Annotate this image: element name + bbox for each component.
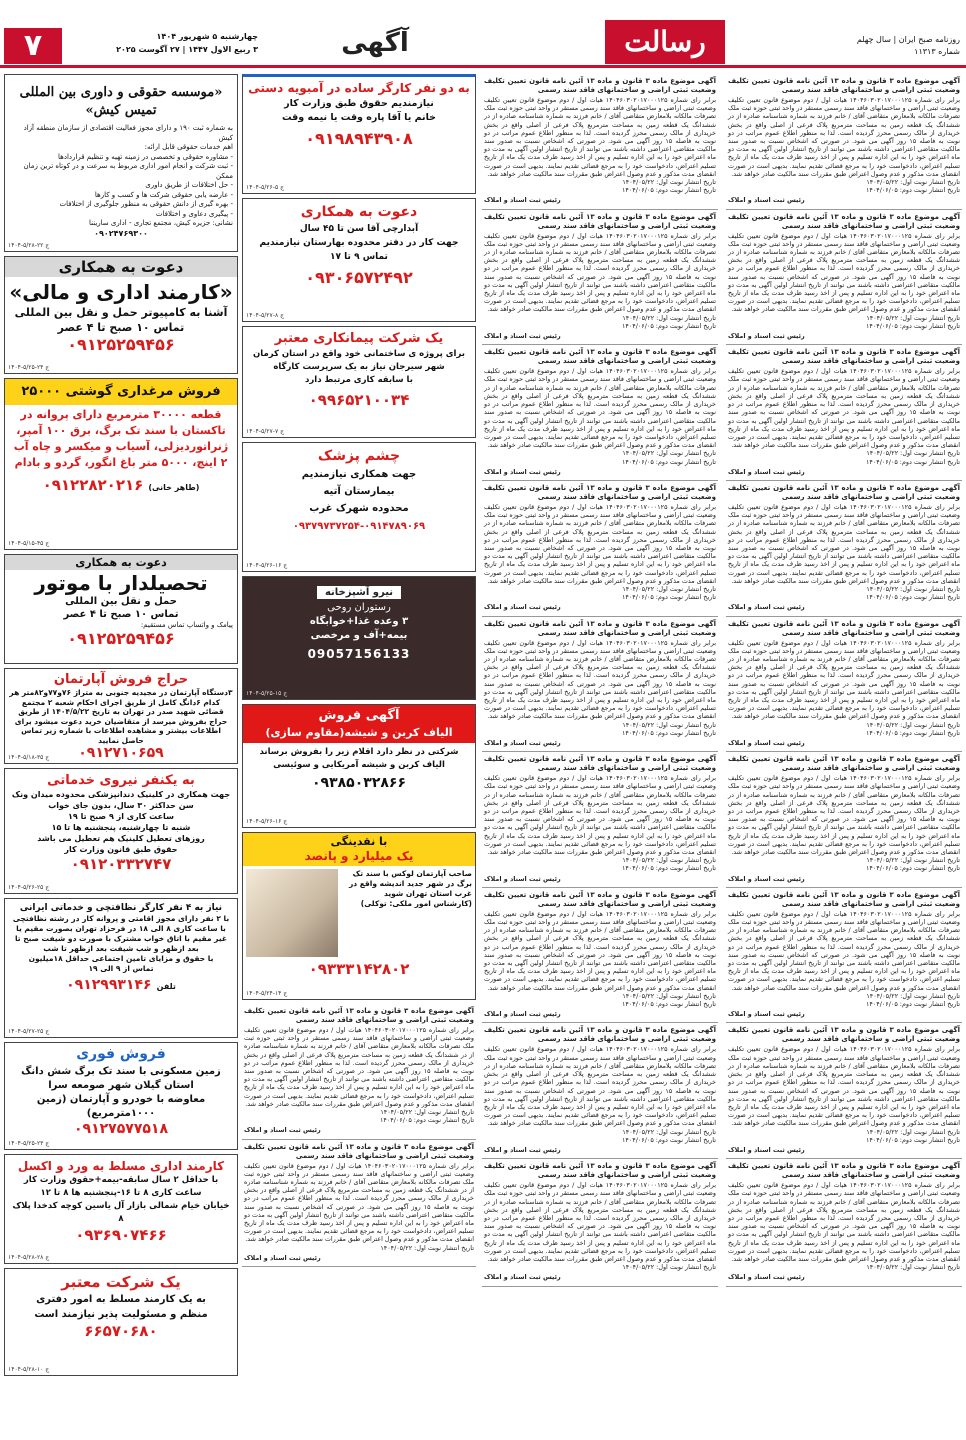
notice-body: برابر رای شماره ۱۴۰۴۶۰۳۰۲۰۱۷۰۰۰۱۲۵ هیات اول / دوم موضوع قانون تعیین تکلیف وضعیت ثبتی اراضی و ساختمانهای فاقد سند رسمی مستقر در واحد ثبتی حوزه ثبت ملک تصرفات مالکانه بلامعارض متقاضی آقای / خانم فرزند به شماره شناسنامه صادره از در ششدانگ یک قطعه زمین به مساحت مترمربع پلاک فرعی از اصلی واقع در بخش خریداری از مالک رسمی محرز گردیده است. لذا به منظور اطلاع عموم مراتب در دو نوبت به فاصله ۱۵ روز آگهی می شود. در صورتی که اشخاص نسبت به صدور سند مالکیت متقاضی اعتراضی داشته باشند می توانند از تاریخ انتشار اولین آگهی به مدت دو ماه اعتراض خود را به این اداره تسلیم و پس از اخذ رسید ظرف مدت یک ماه از تاریخ تسلیم اعتراض، دادخواست خود را به مرجع قضائی تقدیم نمایند. بدیهی است در صورت انقضای مدت مذکور و عدم وصول اعتراض طبق مقررات سند مالکیت صادر خواهد شد. (484, 367, 716, 450)
notice-date-1: تاریخ انتشار نوبت اول: ۱۴۰۴/۰۵/۲۲ (866, 856, 960, 865)
ad-body: قطعه ۳۰۰۰۰ مترمربع دارای پروانه در تاکستان با سند تک برگ، برق ۱۰۰ آمپر، ژنراتوردیزلی، آسیاب و میکسر و چاه آب ۲ اینچ، ۵۰۰۰ متر باغ انگور، گردو و بادام (13, 408, 229, 469)
ad-phone: ۰۹۱۲۷۱۰۶۵۹ (78, 745, 164, 761)
ad-title: یک شرکت پیمانکاری معتبر (274, 331, 444, 346)
ad-phone: ۰۹۱۲۹۹۳۱۴۶ (66, 977, 152, 993)
ad-title: با نقدینگی (330, 835, 388, 848)
ad-phone: ۰۹۳۳۳۱۴۲۸۰۲ (308, 960, 410, 978)
ads-column-mid (242, 74, 476, 1436)
notice-date-2: تاریخ انتشار نوبت دوم: ۱۴۰۴/۰۶/۰۵ (621, 864, 716, 873)
notice-body: برابر رای شماره ۱۴۰۴۶۰۳۰۲۰۱۷۰۰۰۱۲۵ هیات اول / دوم موضوع قانون تعیین تکلیف وضعیت ثبتی اراضی و ساختمانهای فاقد سند رسمی مستقر در واحد ثبتی حوزه ثبت ملک تصرفات مالکانه بلامعارض متقاضی آقای / خانم فرزند به شماره شناسنامه صادره از در ششدانگ یک قطعه زمین به مساحت مترمربع پلاک فرعی از اصلی واقع در بخش خریداری از مالک رسمی محرز گردیده است. لذا به منظور اطلاع عموم مراتب در دو نوبت به فاصله ۱۵ روز آگهی می شود. در صورتی که اشخاص نسبت به صدور سند مالکیت متقاضی اعتراضی داشته باشند می توانند از تاریخ انتشار اولین آگهی به مدت دو ماه اعتراض خود را به این اداره تسلیم و پس از اخذ رسید ظرف مدت یک ماه از تاریخ تسلیم اعتراض، دادخواست خود را به مرجع قضائی تقدیم نمایند. بدیهی است در صورت انقضای مدت مذکور و عدم وصول اعتراض طبق مقررات سند مالکیت صادر خواهد شد. (728, 909, 960, 992)
ad-body: زمین مسکونی با سند تک برگ شش دانگ استان گیلان شهر صومعه سرا معاوضه با خودرو و آپارتمان (زمین ۱۰۰۰مترمربع) (21, 1066, 221, 1119)
notice-date-1: تاریخ انتشار نوبت اول: ۱۴۰۴/۰۵/۲۲ (866, 178, 960, 187)
ad-body: به یک کارمند مسلط به امور دفتری منظم و مسئولیت پذیر نیازمند است (34, 1294, 208, 1320)
ad-contact-name: (طاهر خانی) (148, 483, 200, 492)
ad-tea-server (242, 198, 476, 322)
ad-phone: ۰۹۳۰۶۵۷۲۴۹۲ (305, 268, 413, 287)
notice-date-1: تاریخ انتشار نوبت اول: ۱۴۰۴/۰۵/۲۲ (380, 1243, 474, 1252)
notice-heading: آگهی موضوع ماده ۳ قانون و ماده ۱۳ آئین نامه قانون تعیین تکلیف وضعیت ثبتی اراضی و ساختمانهای فاقد سند رسمی (484, 212, 716, 230)
notice-body: برابر رای شماره ۱۴۰۴۶۰۳۰۲۰۱۷۰۰۰۱۲۵ هیات اول / دوم موضوع قانون تعیین تکلیف وضعیت ثبتی اراضی و ساختمانهای فاقد سند رسمی مستقر در واحد ثبتی حوزه ثبت ملک تصرفات مالکانه بلامعارض متقاضی آقای / خانم فرزند به شماره شناسنامه صادره از در ششدانگ یک قطعه زمین به مساحت مترمربع پلاک فرعی از اصلی واقع در بخش خریداری از مالک رسمی محرز گردیده است. لذا به منظور اطلاع عموم مراتب در دو نوبت به فاصله ۱۵ روز آگهی می شود. در صورتی که اشخاص نسبت به صدور سند مالکیت متقاضی اعتراضی داشته باشند می توانند از تاریخ انتشار اولین آگهی به مدت دو ماه اعتراض خود را به این اداره تسلیم و پس از اخذ رسید ظرف مدت یک ماه از تاریخ تسلیم اعتراض، دادخواست خود را به مرجع قضائی تقدیم نمایند. بدیهی است در صورت انقضای مدت مذکور و عدم وصول اعتراض طبق مقررات سند مالکیت صادر خواهد شد. (484, 1181, 716, 1263)
ad-code: ج ۸-۵/۲۷-۱۴۰۴ (246, 312, 284, 319)
notices-column-b (726, 74, 962, 1436)
ad-phone: ۰۹۹۶۵۲۱۰۰۳۴ (308, 391, 410, 409)
notice-signature: رئیس ثبت اسناد و املاک (484, 332, 561, 341)
notice-heading: آگهی موضوع ماده ۳ قانون و ماده ۱۳ آئین نامه قانون تعیین تکلیف وضعیت ثبتی اراضی و ساختمانهای فاقد سند رسمی (728, 1162, 960, 1180)
notice-date-2: تاریخ انتشار نوبت دوم: ۱۴۰۴/۰۶/۰۵ (865, 728, 960, 737)
legal-notice (482, 210, 718, 346)
ad-phone: ۰۹۳۷۹۷۳۷۲۵۴-۰۹۱۴۷۸۹۰۶۹ (292, 521, 426, 532)
ad-kitchen-staff (242, 576, 476, 700)
ad-title: حراج فروش آپارتمان (53, 672, 189, 687)
legal-notice (726, 617, 962, 753)
notice-signature: رئیس ثبت اسناد و املاک (484, 1145, 561, 1154)
masthead-info (730, 34, 960, 58)
ad-body: ۳دستگاه آپارتمان در مجیدیه جنوبی به متراژ ۷۶و۷۷و۸۲متر هر کدام ۶دانگ کامل از طریق اجرای احکام شعبه ۲ مجتمع قضائی شهید صدر در تهران به تاریخ ۱۴۰۴/۵/۲۲ از طریق حراج بفروش میرسد از متقاضیان خرید دعوت میشود برای اطلاعات بیشتر و مشاهده اطلاعات با شماره زیر تماس حاصل نمایید (9, 688, 233, 745)
notice-body: برابر رای شماره ۱۴۰۴۶۰۳۰۲۰۱۷۰۰۰۱۲۵ هیات اول / دوم موضوع قانون تعیین تکلیف وضعیت ثبتی اراضی و ساختمانهای فاقد سند رسمی مستقر در واحد ثبتی حوزه ثبت ملک تصرفات مالکانه بلامعارض متقاضی آقای / خانم فرزند به شماره شناسنامه صادره از در ششدانگ یک قطعه زمین به مساحت مترمربع پلاک فرعی از اصلی واقع در بخش خریداری از مالک رسمی محرز گردیده است. لذا به منظور اطلاع عموم مراتب در دو نوبت به فاصله ۱۵ روز آگهی می شود. در صورتی که اشخاص نسبت به صدور سند مالکیت متقاضی اعتراضی داشته باشند می توانند از تاریخ انتشار اولین آگهی به مدت دو ماه اعتراض خود را به این اداره تسلیم و پس از اخذ رسید ظرف مدت یک ماه از تاریخ تسلیم اعتراض، دادخواست خود را به مرجع قضائی تقدیم نمایند. بدیهی است در صورت انقضای مدت مذکور و عدم وصول اعتراض طبق مقررات سند مالکیت صادر خواهد شد. (728, 367, 960, 450)
legal-notice (482, 752, 718, 888)
ad-title: دعوت به همکاری (5, 257, 237, 277)
notice-date-1: تاریخ انتشار نوبت اول: ۱۴۰۴/۰۵/۲۲ (380, 1108, 474, 1117)
ad-headline: «کارمند اداری و مالی» (9, 280, 233, 304)
notice-body: برابر رای شماره ۱۴۰۴۶۰۳۰۲۰۱۷۰۰۰۱۲۵ هیات اول / دوم موضوع قانون تعیین تکلیف وضعیت ثبتی اراضی و ساختمانهای فاقد سند رسمی مستقر در واحد ثبتی حوزه ثبت ملک تصرفات مالکانه بلامعارض متقاضی آقای / خانم فرزند به شماره شناسنامه صادره از در ششدانگ یک قطعه زمین به مساحت مترمربع پلاک فرعی از اصلی واقع در بخش خریداری از مالک رسمی محرز گردیده است. لذا به منظور اطلاع عموم مراتب در دو نوبت به فاصله ۱۵ روز آگهی می شود. در صورتی که اشخاص نسبت به صدور سند مالکیت متقاضی اعتراضی داشته باشند می توانند از تاریخ انتشار اولین آگهی به مدت دو ماه اعتراض خود را به این اداره تسلیم و پس از اخذ رسید ظرف مدت یک ماه از تاریخ تسلیم اعتراض، دادخواست خود را به مرجع قضائی تقدیم نمایند. بدیهی است در صورت انقضای مدت مذکور و عدم وصول اعتراض طبق مقررات سند مالکیت صادر خواهد شد. (728, 1181, 960, 1263)
notice-signature: رئیس ثبت اسناد و املاک (728, 1273, 805, 1282)
notice-heading: آگهی موضوع ماده ۳ قانون و ماده ۱۳ آئین نامه قانون تعیین تکلیف وضعیت ثبتی اراضی و ساختمانهای فاقد سند رسمی (728, 890, 960, 908)
notice-signature: رئیس ثبت اسناد و املاک (728, 603, 805, 612)
ad-body: صاحب آپارتمان لوکس با سند تک برگ در شهر جدید اندیشه واقع در غرب استان تهران شوید (کارشناس امور ملکی: توکلی) (348, 869, 472, 908)
ad-code: ج ۱۶-۵/۲۶-۱۴۰۴ (246, 818, 288, 825)
ad-code: ج ۲۵-۵/۲۶-۱۴۰۴ (8, 884, 50, 891)
notice-heading: آگهی موضوع ماده ۳ قانون و ماده ۱۳ آئین نامه قانون تعیین تکلیف وضعیت ثبتی اراضی و ساختمانهای فاقد سند رسمی (484, 77, 716, 94)
legal-notice (726, 345, 962, 481)
notice-body: برابر رای شماره ۱۴۰۴۶۰۳۰۲۰۱۷۰۰۰۱۲۵ هیات اول / دوم موضوع قانون تعیین تکلیف وضعیت ثبتی اراضی و ساختمانهای فاقد سند رسمی مستقر در واحد ثبتی حوزه ثبت ملک تصرفات مالکانه بلامعارض متقاضی آقای / خانم فرزند به شماره شناسنامه صادره از در ششدانگ یک قطعه زمین به مساحت مترمربع پلاک فرعی از اصلی واقع در بخش خریداری از مالک رسمی محرز گردیده است. لذا به منظور اطلاع عموم مراتب در دو نوبت به فاصله ۱۵ روز آگهی می شود. در صورتی که اشخاص نسبت به صدور سند مالکیت متقاضی اعتراضی داشته باشند می توانند از تاریخ انتشار اولین آگهی به مدت دو ماه اعتراض خود را به این اداره تسلیم و پس از اخذ رسید ظرف مدت یک ماه از تاریخ تسلیم اعتراض، دادخواست خود را به مرجع قضائی تقدیم نمایند. بدیهی است در صورت انقضای مدت مذکور و عدم وصول اعتراض طبق مقررات سند مالکیت صادر خواهد شد. (728, 231, 960, 314)
notice-date-2: تاریخ انتشار نوبت دوم: ۱۴۰۴/۰۶/۰۵ (865, 1135, 960, 1144)
notice-body: برابر رای شماره ۱۴۰۴۶۰۳۰۲۰۱۷۰۰۰۱۲۵ هیات اول / دوم موضوع قانون تعیین تکلیف وضعیت ثبتی اراضی و ساختمانهای فاقد سند رسمی مستقر در واحد ثبتی حوزه ثبت ملک تصرفات مالکانه بلامعارض متقاضی آقای / خانم فرزند به شماره شناسنامه صادره از در ششدانگ یک قطعه زمین به مساحت مترمربع پلاک فرعی از اصلی واقع در بخش خریداری از مالک رسمی محرز گردیده است. لذا به منظور اطلاع عموم مراتب در دو نوبت به فاصله ۱۵ روز آگهی می شود. در صورتی که اشخاص نسبت به صدور سند مالکیت متقاضی اعتراضی داشته باشند می توانند از تاریخ انتشار اولین آگهی به مدت دو ماه اعتراض خود را به این اداره تسلیم و پس از اخذ رسید ظرف مدت یک ماه از تاریخ تسلیم اعتراض، دادخواست خود را به مرجع قضائی تقدیم نمایند. بدیهی است در صورت انقضای مدت مذکور و عدم وصول اعتراض طبق مقررات سند مالکیت صادر خواهد شد. (484, 231, 716, 314)
ad-headline: تحصیلدار با موتور (34, 571, 208, 595)
ad-phone-label: تلفن (156, 982, 176, 991)
notice-heading: آگهی موضوع ماده ۳ قانون و ماده ۱۳ آئین نامه قانون تعیین تکلیف وضعیت ثبتی اراضی و ساختمانهای فاقد سند رسمی (728, 348, 960, 366)
notice-date-2: تاریخ انتشار نوبت دوم: ۱۴۰۴/۰۶/۰۵ (621, 186, 716, 195)
ad-title: نیرو آشپزخانه (317, 586, 401, 599)
notice-body: برابر رای شماره ۱۴۰۴۶۰۳۰۲۰۱۷۰۰۰۱۲۵ هیات اول / دوم موضوع قانون تعیین تکلیف وضعیت ثبتی اراضی و ساختمانهای فاقد سند رسمی مستقر در واحد ثبتی حوزه ثبت ملک تصرفات مالکانه بلامعارض متقاضی آقای / خانم فرزند به شماره شناسنامه صادره از در ششدانگ یک قطعه زمین به مساحت مترمربع پلاک فرعی از اصلی واقع در بخش خریداری از مالک رسمی محرز گردیده است. لذا به منظور اطلاع عموم مراتب در دو نوبت به فاصله ۱۵ روز آگهی می شود. در صورتی که اشخاص نسبت به صدور سند مالکیت متقاضی اعتراضی داشته باشند می توانند از تاریخ انتشار اولین آگهی به مدت دو ماه اعتراض خود را به این اداره تسلیم و پس از اخذ رسید ظرف مدت یک ماه از تاریخ تسلیم اعتراض، دادخواست خود را به مرجع قضائی تقدیم نمایند. بدیهی است در صورت انقضای مدت مذکور و عدم وصول اعتراض طبق مقررات سند مالکیت صادر خواهد شد. (728, 96, 960, 178)
notice-heading: آگهی موضوع ماده ۳ قانون و ماده ۱۳ آئین نامه قانون تعیین تکلیف وضعیت ثبتی اراضی و ساختمانهای فاقد سند رسمی (484, 619, 716, 637)
ad-ophthalmologist (242, 442, 476, 572)
legal-notice (482, 1159, 718, 1286)
ad-title: چشم پزشک (317, 448, 401, 464)
notice-date-1: تاریخ انتشار نوبت اول: ۱۴۰۴/۰۵/۲۲ (866, 991, 960, 1000)
ad-title: به دو نفر کارگر ساده در آمبویه دستی (248, 81, 470, 95)
notice-signature: رئیس ثبت اسناد و املاک (484, 467, 561, 476)
ad-body: جهت همکاری در کلینیک دندانپزشکی محدوده میدان ونک سن حداکثر ۳۰ سال، بدون جای خواب ساعت کاری از ۹ صبح تا ۱۹ شنبه تا چهارشنبه، پنجشنبه ها تا ۱۵ روزهای تعطیل کلینیک هم تعطیل می باشد حقوق طبق قانون وزارت کار (11, 790, 231, 854)
legal-notice (242, 1140, 476, 1267)
notice-signature: رئیس ثبت اسناد و املاک (484, 874, 561, 883)
ad-title: به یکنفر نیروی خدماتی (47, 773, 195, 788)
ad-phone: ۶۶۵۷۰۶۸۰ (84, 1322, 158, 1340)
notice-body: برابر رای شماره ۱۴۰۴۶۰۳۰۲۰۱۷۰۰۰۱۲۵ هیات اول / دوم موضوع قانون تعیین تکلیف وضعیت ثبتی اراضی و ساختمانهای فاقد سند رسمی مستقر در واحد ثبتی حوزه ثبت ملک تصرفات مالکانه بلامعارض متقاضی آقای / خانم فرزند به شماره شناسنامه صادره از در ششدانگ یک قطعه زمین به مساحت مترمربع پلاک فرعی از اصلی واقع در بخش خریداری از مالک رسمی محرز گردیده است. لذا به منظور اطلاع عموم مراتب در دو نوبت به فاصله ۱۵ روز آگهی می شود. در صورتی که اشخاص نسبت به صدور سند مالکیت متقاضی اعتراضی داشته باشند می توانند از تاریخ انتشار اولین آگهی به مدت دو ماه اعتراض خود را به این اداره تسلیم و پس از اخذ رسید ظرف مدت یک ماه از تاریخ تسلیم اعتراض، دادخواست خود را به مرجع قضائی تقدیم نمایند. بدیهی است در صورت انقضای مدت مذکور و عدم وصول اعتراض طبق مقررات سند مالکیت صادر خواهد شد. (728, 1045, 960, 1128)
notice-date-2: تاریخ انتشار نوبت دوم: ۱۴۰۴/۰۶/۰۵ (621, 457, 716, 466)
ad-phone: ۰۹۱۲۵۲۵۹۴۵۶ (67, 335, 175, 354)
notice-date-2: تاریخ انتشار نوبت دوم: ۱۴۰۴/۰۶/۰۵ (865, 457, 960, 466)
notice-date-1: تاریخ انتشار نوبت اول: ۱۴۰۴/۰۵/۲۲ (866, 1127, 960, 1136)
ad-body: آشنا به کامپیوتر حمل و نقل بین المللی تماس ۱۰ صبح تا ۴ عصر (14, 306, 228, 334)
ad-title: دعوت به همکاری (300, 204, 418, 220)
legal-notice (482, 1023, 718, 1159)
ad-body: برای پروژه ی ساختمانی خود واقع در استان کرمان شهر سیرجان نیاز به یک سرپرست کارگاه با سابقه کاری مرتبط دارد (253, 349, 465, 385)
notice-signature: رئیس ثبت اسناد و املاک (728, 1145, 805, 1154)
ad-body: جهت همکاری نیازمندیم بیمارستان آتیه محدوده شهرک غرب (301, 469, 417, 514)
notice-date-1: تاریخ انتشار نوبت اول: ۱۴۰۴/۰۵/۲۲ (622, 1127, 716, 1136)
notice-heading: آگهی موضوع ماده ۳ قانون و ماده ۱۳ آئین نامه قانون تعیین تکلیف وضعیت ثبتی اراضی و ساختمانهای فاقد سند رسمی (484, 1026, 716, 1044)
ad-code: ج ۳۵-۵/۱۸-۱۴۰۴ (8, 754, 50, 761)
notice-date-2: تاریخ انتشار نوبت دوم: ۱۴۰۴/۰۶/۰۵ (865, 186, 960, 195)
ad-headline: الیاف کربن و شیشه(مقاوم سازی) (243, 725, 475, 743)
notice-heading: آگهی موضوع ماده ۳ قانون و ماده ۱۳ آئین نامه قانون تعیین تکلیف وضعیت ثبتی اراضی و ساختمانهای فاقد سند رسمی (484, 890, 716, 908)
ad-phone: ۰۹۳۸۵۰۳۲۸۶۶ (312, 775, 406, 791)
notice-date-1: تاریخ انتشار نوبت اول: ۱۴۰۴/۰۵/۲۲ (866, 584, 960, 593)
notice-body: برابر رای شماره ۱۴۰۴۶۰۳۰۲۰۱۷۰۰۰۱۲۵ هیات اول / دوم موضوع قانون تعیین تکلیف وضعیت ثبتی اراضی و ساختمانهای فاقد سند رسمی مستقر در واحد ثبتی حوزه ثبت ملک تصرفات مالکانه بلامعارض متقاضی آقای / خانم فرزند به شماره شناسنامه صادره از در ششدانگ یک قطعه زمین به مساحت مترمربع پلاک فرعی از اصلی واقع در بخش خریداری از مالک رسمی محرز گردیده است. لذا به منظور اطلاع عموم مراتب در دو نوبت به فاصله ۱۵ روز آگهی می شود. در صورتی که اشخاص نسبت به صدور سند مالکیت متقاضی اعتراضی داشته باشند می توانند از تاریخ انتشار اولین آگهی به مدت دو ماه اعتراض خود را به این اداره تسلیم و پس از اخذ رسید ظرف مدت یک ماه از تاریخ تسلیم اعتراض، دادخواست خود را به مرجع قضائی تقدیم نمایند. بدیهی است در صورت انقضای مدت مذکور و عدم وصول اعتراض طبق مقررات سند مالکیت صادر خواهد شد. (244, 1026, 475, 1108)
ad-courier (4, 554, 238, 664)
notice-date-2: تاریخ انتشار نوبت دوم: ۱۴۰۴/۰۶/۰۵ (621, 1000, 716, 1009)
legal-notice (726, 752, 962, 888)
ad-poultry-farm (4, 378, 238, 550)
ad-office-clerk (4, 1154, 238, 1264)
notice-heading: آگهی موضوع ماده ۳ قانون و ماده ۱۳ آئین نامه قانون تعیین تکلیف وضعیت ثبتی اراضی و ساختمانهای فاقد سند رسمی (728, 483, 960, 501)
notice-date-1: تاریخ انتشار نوبت اول: ۱۴۰۴/۰۵/۲۲ (866, 1263, 960, 1272)
notice-signature: رئیس ثبت اسناد و املاک (728, 332, 805, 341)
ad-body: آبدارچی آقا سن تا ۴۵ سال جهت کار در دفتر محدوده بهارستان نیازمندیم تماس ۹ تا ۱۷ (259, 224, 459, 262)
ad-title: دعوت به همکاری (5, 555, 237, 570)
notice-heading: آگهی موضوع ماده ۳ قانون و ماده ۱۳ آئین نامه قانون تعیین تکلیف وضعیت ثبتی اراضی و ساختمانهای فاقد سند رسمی (728, 619, 960, 637)
ad-headline: یک میلیارد و پانصد (304, 849, 414, 863)
notice-heading: آگهی موضوع ماده ۳ قانون و ماده ۱۳ آئین نامه قانون تعیین تکلیف وضعیت ثبتی اراضی و ساختمانهای فاقد سند رسمی (728, 77, 960, 94)
legal-notice (726, 1159, 962, 1286)
notice-body: برابر رای شماره ۱۴۰۴۶۰۳۰۲۰۱۷۰۰۰۱۲۵ هیات اول / دوم موضوع قانون تعیین تکلیف وضعیت ثبتی اراضی و ساختمانهای فاقد سند رسمی مستقر در واحد ثبتی حوزه ثبت ملک تصرفات مالکانه بلامعارض متقاضی آقای / خانم فرزند به شماره شناسنامه صادره از در ششدانگ یک قطعه زمین به مساحت مترمربع پلاک فرعی از اصلی واقع در بخش خریداری از مالک رسمی محرز گردیده است. لذا به منظور اطلاع عموم مراتب در دو نوبت به فاصله ۱۵ روز آگهی می شود. در صورتی که اشخاص نسبت به صدور سند مالکیت متقاضی اعتراضی داشته باشند می توانند از تاریخ انتشار اولین آگهی به مدت دو ماه اعتراض خود را به این اداره تسلیم و پس از اخذ رسید ظرف مدت یک ماه از تاریخ تسلیم اعتراض، دادخواست خود را به مرجع قضائی تقدیم نمایند. بدیهی است در صورت انقضای مدت مذکور و عدم وصول اعتراض طبق مقررات سند مالکیت صادر خواهد شد. (484, 96, 716, 178)
notice-body: برابر رای شماره ۱۴۰۴۶۰۳۰۲۰۱۷۰۰۰۱۲۵ هیات اول / دوم موضوع قانون تعیین تکلیف وضعیت ثبتی اراضی و ساختمانهای فاقد سند رسمی مستقر در واحد ثبتی حوزه ثبت ملک تصرفات مالکانه بلامعارض متقاضی آقای / خانم فرزند به شماره شناسنامه صادره از در ششدانگ یک قطعه زمین به مساحت مترمربع پلاک فرعی از اصلی واقع در بخش خریداری از مالک رسمی محرز گردیده است. لذا به منظور اطلاع عموم مراتب در دو نوبت به فاصله ۱۵ روز آگهی می شود. در صورتی که اشخاص نسبت به صدور سند مالکیت متقاضی اعتراضی داشته باشند می توانند از تاریخ انتشار اولین آگهی به مدت دو ماه اعتراض خود را به این اداره تسلیم و پس از اخذ رسید ظرف مدت یک ماه از تاریخ تسلیم اعتراض، دادخواست خود را به مرجع قضائی تقدیم نمایند. بدیهی است در صورت انقضای مدت مذکور و عدم وصول اعتراض طبق مقررات سند مالکیت صادر خواهد شد. (484, 638, 716, 721)
ad-law-firm (4, 74, 238, 252)
notice-signature: رئیس ثبت اسناد و املاک (484, 1010, 561, 1019)
notice-date-1: تاریخ انتشار نوبت اول: ۱۴۰۴/۰۵/۲۲ (622, 178, 716, 187)
legal-notice (726, 210, 962, 346)
ad-code: ج ۲۸-۵/۲۸-۱۴۰۴ (8, 1254, 50, 1261)
notice-body: برابر رای شماره ۱۴۰۴۶۰۳۰۲۰۱۷۰۰۰۱۲۵ هیات اول / دوم موضوع قانون تعیین تکلیف وضعیت ثبتی اراضی و ساختمانهای فاقد سند رسمی مستقر در واحد ثبتی حوزه ثبت ملک تصرفات مالکانه بلامعارض متقاضی آقای / خانم فرزند به شماره شناسنامه صادره از در ششدانگ یک قطعه زمین به مساحت مترمربع پلاک فرعی از اصلی واقع در بخش خریداری از مالک رسمی محرز گردیده است. لذا به منظور اطلاع عموم مراتب در دو نوبت به فاصله ۱۵ روز آگهی می شود. در صورتی که اشخاص نسبت به صدور سند مالکیت متقاضی اعتراضی داشته باشند می توانند از تاریخ انتشار اولین آگهی به مدت دو ماه اعتراض خود را به این اداره تسلیم و پس از اخذ رسید ظرف مدت یک ماه از تاریخ تسلیم اعتراض، دادخواست خود را به مرجع قضائی تقدیم نمایند. بدیهی است در صورت انقضای مدت مذکور و عدم وصول اعتراض طبق مقررات سند مالکیت صادر خواهد شد. (484, 909, 716, 992)
newspaper-logo: رسالت (605, 20, 725, 64)
ad-note: پیامک و واتساپ تماس مستقیم: (140, 621, 233, 629)
notice-date-1: تاریخ انتشار نوبت اول: ۱۴۰۴/۰۵/۲۲ (622, 856, 716, 865)
notice-body: برابر رای شماره ۱۴۰۴۶۰۳۰۲۰۱۷۰۰۰۱۲۵ هیات اول / دوم موضوع قانون تعیین تکلیف وضعیت ثبتی اراضی و ساختمانهای فاقد سند رسمی مستقر در واحد ثبتی حوزه ثبت ملک تصرفات مالکانه بلامعارض متقاضی آقای / خانم فرزند به شماره شناسنامه صادره از در ششدانگ یک قطعه زمین به مساحت مترمربع پلاک فرعی از اصلی واقع در بخش خریداری از مالک رسمی محرز گردیده است. لذا به منظور اطلاع عموم مراتب در دو نوبت به فاصله ۱۵ روز آگهی می شود. در صورتی که اشخاص نسبت به صدور سند مالکیت متقاضی اعتراضی داشته باشند می توانند از تاریخ انتشار اولین آگهی به مدت دو ماه اعتراض خود را به این اداره تسلیم و پس از اخذ رسید ظرف مدت یک ماه از تاریخ تسلیم اعتراض، دادخواست خود را به مرجع قضائی تقدیم نمایند. بدیهی است در صورت انقضای مدت مذکور و عدم وصول اعتراض طبق مقررات سند مالکیت صادر خواهد شد. (728, 638, 960, 721)
notice-body: برابر رای شماره ۱۴۰۴۶۰۳۰۲۰۱۷۰۰۰۱۲۵ هیات اول / دوم موضوع قانون تعیین تکلیف وضعیت ثبتی اراضی و ساختمانهای فاقد سند رسمی مستقر در واحد ثبتی حوزه ثبت ملک تصرفات مالکانه بلامعارض متقاضی آقای / خانم فرزند به شماره شناسنامه صادره از در ششدانگ یک قطعه زمین به مساحت مترمربع پلاک فرعی از اصلی واقع در بخش خریداری از مالک رسمی محرز گردیده است. لذا به منظور اطلاع عموم مراتب در دو نوبت به فاصله ۱۵ روز آگهی می شود. در صورتی که اشخاص نسبت به صدور سند مالکیت متقاضی اعتراضی داشته باشند می توانند از تاریخ انتشار اولین آگهی به مدت دو ماه اعتراض خود را به این اداره تسلیم و پس از اخذ رسید ظرف مدت یک ماه از تاریخ تسلیم اعتراض، دادخواست خود را به مرجع قضائی تقدیم نمایند. بدیهی است در صورت انقضای مدت مذکور و عدم وصول اعتراض طبق مقررات سند مالکیت صادر خواهد شد. (484, 1045, 716, 1128)
ad-code: ج ۲۵-۵/۲۷-۱۴۰۴ (8, 1028, 50, 1035)
ad-code: ج ۲۲-۵/۲۸-۱۴۰۴ (8, 242, 50, 249)
ad-phone: ۰۹۱۲۰۳۳۲۷۴۷ (70, 855, 172, 873)
issue-date (68, 30, 258, 56)
ad-code: ج ۱۰-۵/۲۸-۱۴۰۴ (8, 1366, 50, 1373)
ad-body: حمل و نقل بین المللی تماس ۱۰ صبح تا ۴ عصر (63, 596, 179, 620)
notice-signature: رئیس ثبت اسناد و املاک (728, 196, 805, 205)
ad-apartment-andisheh (242, 832, 476, 1000)
legal-notice (482, 74, 718, 210)
legal-notice (726, 74, 962, 210)
ad-code: ج ۲۴-۵/۲۵-۱۴۰۴ (8, 364, 50, 371)
legal-notice (726, 1023, 962, 1159)
notice-date-1: تاریخ انتشار نوبت اول: ۱۴۰۴/۰۵/۲۲ (622, 991, 716, 1000)
ad-phone: ۰۹۱۲۲۸۲۰۲۱۶ (42, 476, 144, 494)
notice-date-1: تاریخ انتشار نوبت اول: ۱۴۰۴/۰۵/۲۲ (622, 584, 716, 593)
notice-body: برابر رای شماره ۱۴۰۴۶۰۳۰۲۰۱۷۰۰۰۱۲۵ هیات اول / دوم موضوع قانون تعیین تکلیف وضعیت ثبتی اراضی و ساختمانهای فاقد سند رسمی مستقر در واحد ثبتی حوزه ثبت ملک تصرفات مالکانه بلامعارض متقاضی آقای / خانم فرزند به شماره شناسنامه صادره از در ششدانگ یک قطعه زمین به مساحت مترمربع پلاک فرعی از اصلی واقع در بخش خریداری از مالک رسمی محرز گردیده است. لذا به منظور اطلاع عموم مراتب در دو نوبت به فاصله ۱۵ روز آگهی می شود. در صورتی که اشخاص نسبت به صدور سند مالکیت متقاضی اعتراضی داشته باشند می توانند از تاریخ انتشار اولین آگهی به مدت دو ماه اعتراض خود را به این اداره تسلیم و پس از اخذ رسید ظرف مدت یک ماه از تاریخ تسلیم اعتراض، دادخواست خود را به مرجع قضائی تقدیم نمایند. بدیهی است در صورت انقضای مدت مذکور و عدم وصول اعتراض طبق مقررات سند مالکیت صادر خواهد شد. (484, 502, 716, 585)
ad-phone: ۰۹۱۹۸۹۴۳۹۰۸ (305, 129, 413, 148)
ad-body: ۳ وعده غذا+خوابگاه بیمه+آف و مرخصی (309, 616, 409, 641)
notice-signature: رئیس ثبت اسناد و املاک (244, 1126, 321, 1135)
notice-heading: آگهی موضوع ماده ۳ قانون و ماده ۱۳ آئین نامه قانون تعیین تکلیف وضعیت ثبتی اراضی و ساختمانهای فاقد سند رسمی (728, 212, 960, 230)
notice-heading: آگهی موضوع ماده ۳ قانون و ماده ۱۳ آئین نامه قانون تعیین تکلیف وضعیت ثبتی اراضی و ساختمانهای فاقد سند رسمی (728, 1026, 960, 1044)
ad-code: ج ۲۳-۵/۲۵-۱۴۰۴ (8, 1140, 50, 1147)
notice-signature: رئیس ثبت اسناد و املاک (728, 739, 805, 747)
apartment-photo (246, 869, 338, 957)
ad-code: ج ۱۵-۵/۲۵-۱۴۰۴ (246, 690, 288, 697)
ad-code: ج ۷-۵/۲۷-۱۴۰۴ (246, 428, 284, 435)
ad-carbon-fiber (242, 704, 476, 828)
notice-date-1: تاریخ انتشار نوبت اول: ۱۴۰۴/۰۵/۲۲ (622, 1263, 716, 1272)
notices-mid (242, 1004, 476, 1267)
notice-date-2: تاریخ انتشار نوبت دوم: ۱۴۰۴/۰۶/۰۵ (865, 1000, 960, 1009)
notice-date-1: تاریخ انتشار نوبت اول: ۱۴۰۴/۰۵/۲۲ (866, 313, 960, 322)
ad-contractor (242, 326, 476, 438)
ad-title: کارمند اداری مسلط به ورد و اکسل (17, 1159, 225, 1173)
legal-notice (726, 481, 962, 617)
ad-cleaners (4, 898, 238, 1038)
masthead (0, 0, 966, 68)
notice-date-1: تاریخ انتشار نوبت اول: ۱۴۰۴/۰۵/۲۲ (866, 720, 960, 729)
notice-heading: آگهی موضوع ماده ۳ قانون و ماده ۱۳ آئین نامه قانون تعیین تکلیف وضعیت ثبتی اراضی و ساختمانهای فاقد سند رسمی (244, 1142, 474, 1160)
legal-notice (726, 888, 962, 1024)
date-line-2: ۳ ربیع الاول ۱۴۴۷ | ۲۷ آگوست ۲۰۲۵ (116, 45, 258, 54)
ad-body: با ۲ نفر دارای مجوز اقامتی و پروانه کار در رشته نظافتچی با ساعت کاری ۸ الی ۱۸ در فرحزاد تهران بصورت مقیم یا غیر مقیم با اتاق خواب مشترک با صورت دو شیفت صبح تا بعد ازظهر و شب شیفت بعد ازظهر تا شب با حقوق و مزایای تامین اجتماعی حداقل ۱۸میلیون تماس از ۹ الی ۱۹ (12, 914, 230, 973)
ad-phone: ۰۹۰۲۴۷۶۹۳۰۰ (94, 228, 148, 238)
legal-notice (482, 481, 718, 617)
ad-clinic-staff (4, 768, 238, 894)
notice-signature: رئیس ثبت اسناد و املاک (244, 1253, 321, 1262)
notice-date-2: تاریخ انتشار نوبت دوم: ۱۴۰۴/۰۶/۰۵ (621, 728, 716, 737)
ad-body: به شماره ثبت ۱۹۰ و دارای مجوز فعالیت اقتصادی از سازمان منطقه آزاد کیش اهم خدمات حقوقی قابل ارائه: - مشاوره حقوقی و تخصصی در زمینه تهیه و تنظیم قراردادها - ثبت شرکت و انجام امور اداری مربوط به سرعت و در کوتاه ترین زمان ممکن - حل اختلافات از طریق داوری - عارضه یابی حقوقی شرکت ها و کسب و کارها - بهره گیری از دانش حقوقی به منظور جلوگیری از اختلافات - پیگیری دعاوی و اختلافات نشانی: جزیره کیش، مجتمع تجاری - اداری ساریننا (23, 124, 233, 227)
ad-code: ج ۵-۵/۲۶-۱۴۰۴ (246, 184, 284, 191)
notice-date-2: تاریخ انتشار نوبت دوم: ۱۴۰۴/۰۶/۰۵ (865, 593, 960, 602)
notice-heading: آگهی موضوع ماده ۳ قانون و ماده ۱۳ آئین نامه قانون تعیین تکلیف وضعیت ثبتی اراضی و ساختمانهای فاقد سند رسمی (484, 755, 716, 773)
ads-column-left (4, 74, 238, 1436)
ad-title: «موسسه حقوقی و داوری بین المللی تمیس کیش» (19, 85, 223, 118)
notice-heading: آگهی موضوع ماده ۳ قانون و ماده ۱۳ آئین نامه قانون تعیین تکلیف وضعیت ثبتی اراضی و ساختمانهای فاقد سند رسمی (484, 348, 716, 366)
notices-column-a (482, 74, 718, 1436)
ad-code: ج ۴۵-۵/۱۵-۱۴۰۴ (8, 540, 50, 547)
legal-notice (242, 1004, 476, 1140)
ad-land-sale (4, 1042, 238, 1150)
legal-notice (482, 888, 718, 1024)
notice-heading: آگهی موضوع ماده ۳ قانون و ماده ۱۳ آئین نامه قانون تعیین تکلیف وضعیت ثبتی اراضی و ساختمانهای فاقد سند رسمی (244, 1007, 474, 1024)
notice-date-1: تاریخ انتشار نوبت اول: ۱۴۰۴/۰۵/۲۲ (866, 449, 960, 458)
notice-date-2: تاریخ انتشار نوبت دوم: ۱۴۰۴/۰۶/۰۵ (621, 1135, 716, 1144)
notice-date-2: تاریخ انتشار نوبت دوم: ۱۴۰۴/۰۶/۰۵ (865, 321, 960, 330)
notice-signature: رئیس ثبت اسناد و املاک (484, 1273, 561, 1282)
ad-title: فروش فوری (76, 1046, 166, 1062)
notice-date-2: تاریخ انتشار نوبت دوم: ۱۴۰۴/۰۶/۰۵ (865, 864, 960, 873)
notice-signature: رئیس ثبت اسناد و املاک (484, 196, 561, 205)
ad-title: آگهی فروش (243, 705, 475, 725)
notice-signature: رئیس ثبت اسناد و املاک (484, 739, 561, 747)
ad-code: ج ۱۴-۵/۲۴-۱۴۰۴ (246, 990, 288, 997)
notice-heading: آگهی موضوع ماده ۳ قانون و ماده ۱۳ آئین نامه قانون تعیین تکلیف وضعیت ثبتی اراضی و ساختمانهای فاقد سند رسمی (484, 1162, 716, 1180)
ad-title: فروش مرغداری گوشتی ۲۵۰۰۰ (5, 379, 237, 405)
masthead-info-2: شماره ۱۱۳۱۳ (914, 47, 960, 56)
notice-date-1: تاریخ انتشار نوبت اول: ۱۴۰۴/۰۵/۲۲ (622, 720, 716, 729)
ad-subtitle: رستوران روحی (327, 602, 391, 613)
section-title: آگهی (341, 28, 409, 58)
page-number: ۷ (4, 28, 62, 64)
ad-phone: ۰۹۱۲۵۲۵۹۴۵۶ (67, 629, 175, 648)
ad-apartment-auction (4, 668, 238, 764)
notice-signature: رئیس ثبت اسناد و املاک (728, 467, 805, 476)
notice-heading: آگهی موضوع ماده ۳ قانون و ماده ۱۳ آئین نامه قانون تعیین تکلیف وضعیت ثبتی اراضی و ساختمانهای فاقد سند رسمی (728, 755, 960, 773)
ad-title: یک شرکت معتبر (61, 1273, 181, 1291)
ad-admin-staff (4, 256, 238, 374)
notice-signature: رئیس ثبت اسناد و املاک (484, 603, 561, 612)
ad-body: نیازمندیم حقوق طبق وزارت کار خانم یا آقا پاره وقت یا نیمه وقت (281, 98, 437, 123)
notice-body: برابر رای شماره ۱۴۰۴۶۰۳۰۲۰۱۷۰۰۰۱۲۵ هیات اول / دوم موضوع قانون تعیین تکلیف وضعیت ثبتی اراضی و ساختمانهای فاقد سند رسمی مستقر در واحد ثبتی حوزه ثبت ملک تصرفات مالکانه بلامعارض متقاضی آقای / خانم فرزند به شماره شناسنامه صادره از در ششدانگ یک قطعه زمین به مساحت مترمربع پلاک فرعی از اصلی واقع در بخش خریداری از مالک رسمی محرز گردیده است. لذا به منظور اطلاع عموم مراتب در دو نوبت به فاصله ۱۵ روز آگهی می شود. در صورتی که اشخاص نسبت به صدور سند مالکیت متقاضی اعتراضی داشته باشند می توانند از تاریخ انتشار اولین آگهی به مدت دو ماه اعتراض خود را به این اداره تسلیم و پس از اخذ رسید ظرف مدت یک ماه از تاریخ تسلیم اعتراض، دادخواست خود را به مرجع قضائی تقدیم نمایند. بدیهی است در صورت انقضای مدت مذکور و عدم وصول اعتراض طبق مقررات سند مالکیت صادر خواهد شد. (244, 1161, 475, 1244)
legal-notice (482, 617, 718, 753)
legal-notice (482, 345, 718, 481)
ad-phone: ۰۹۱۲۷۵۷۷۵۱۸ (74, 1121, 168, 1137)
ad-workers (242, 74, 476, 194)
ad-phone: ۰۹۳۶۹۰۷۴۶۶ (75, 1226, 167, 1244)
notice-date-1: تاریخ انتشار نوبت اول: ۱۴۰۴/۰۵/۲۲ (622, 449, 716, 458)
notice-body: برابر رای شماره ۱۴۰۴۶۰۳۰۲۰۱۷۰۰۰۱۲۵ هیات اول / دوم موضوع قانون تعیین تکلیف وضعیت ثبتی اراضی و ساختمانهای فاقد سند رسمی مستقر در واحد ثبتی حوزه ثبت ملک تصرفات مالکانه بلامعارض متقاضی آقای / خانم فرزند به شماره شناسنامه صادره از در ششدانگ یک قطعه زمین به مساحت مترمربع پلاک فرعی از اصلی واقع در بخش خریداری از مالک رسمی محرز گردیده است. لذا به منظور اطلاع عموم مراتب در دو نوبت به فاصله ۱۵ روز آگهی می شود. در صورتی که اشخاص نسبت به صدور سند مالکیت متقاضی اعتراضی داشته باشند می توانند از تاریخ انتشار اولین آگهی به مدت دو ماه اعتراض خود را به این اداره تسلیم و پس از اخذ رسید ظرف مدت یک ماه از تاریخ تسلیم اعتراض، دادخواست خود را به مرجع قضائی تقدیم نمایند. بدیهی است در صورت انقضای مدت مذکور و عدم وصول اعتراض طبق مقررات سند مالکیت صادر خواهد شد. (484, 774, 716, 857)
notice-body: برابر رای شماره ۱۴۰۴۶۰۳۰۲۰۱۷۰۰۰۱۲۵ هیات اول / دوم موضوع قانون تعیین تکلیف وضعیت ثبتی اراضی و ساختمانهای فاقد سند رسمی مستقر در واحد ثبتی حوزه ثبت ملک تصرفات مالکانه بلامعارض متقاضی آقای / خانم فرزند به شماره شناسنامه صادره از در ششدانگ یک قطعه زمین به مساحت مترمربع پلاک فرعی از اصلی واقع در بخش خریداری از مالک رسمی محرز گردیده است. لذا به منظور اطلاع عموم مراتب در دو نوبت به فاصله ۱۵ روز آگهی می شود. در صورتی که اشخاص نسبت به صدور سند مالکیت متقاضی اعتراضی داشته باشند می توانند از تاریخ انتشار اولین آگهی به مدت دو ماه اعتراض خود را به این اداره تسلیم و پس از اخذ رسید ظرف مدت یک ماه از تاریخ تسلیم اعتراض، دادخواست خود را به مرجع قضائی تقدیم نمایند. بدیهی است در صورت انقضای مدت مذکور و عدم وصول اعتراض طبق مقررات سند مالکیت صادر خواهد شد. (728, 774, 960, 857)
date-line-1: چهارشنبه ۵ شهریور ۱۴۰۴ (156, 32, 258, 41)
ad-title: نیاز به ۴ نفر کارگر نظافتچی و خدماتی ایرانی (19, 903, 223, 913)
ad-phone: 09057156133 (307, 647, 411, 661)
notice-date-2: تاریخ انتشار نوبت دوم: ۱۴۰۴/۰۶/۰۵ (379, 1116, 474, 1125)
masthead-info-1: روزنامه صبح ایران | سال چهلم (856, 35, 960, 44)
notice-date-1: تاریخ انتشار نوبت اول: ۱۴۰۴/۰۵/۲۲ (622, 313, 716, 322)
notice-body: برابر رای شماره ۱۴۰۴۶۰۳۰۲۰۱۷۰۰۰۱۲۵ هیات اول / دوم موضوع قانون تعیین تکلیف وضعیت ثبتی اراضی و ساختمانهای فاقد سند رسمی مستقر در واحد ثبتی حوزه ثبت ملک تصرفات مالکانه بلامعارض متقاضی آقای / خانم فرزند به شماره شناسنامه صادره از در ششدانگ یک قطعه زمین به مساحت مترمربع پلاک فرعی از اصلی واقع در بخش خریداری از مالک رسمی محرز گردیده است. لذا به منظور اطلاع عموم مراتب در دو نوبت به فاصله ۱۵ روز آگهی می شود. در صورتی که اشخاص نسبت به صدور سند مالکیت متقاضی اعتراضی داشته باشند می توانند از تاریخ انتشار اولین آگهی به مدت دو ماه اعتراض خود را به این اداره تسلیم و پس از اخذ رسید ظرف مدت یک ماه از تاریخ تسلیم اعتراض، دادخواست خود را به مرجع قضائی تقدیم نمایند. بدیهی است در صورت انقضای مدت مذکور و عدم وصول اعتراض طبق مقررات سند مالکیت صادر خواهد شد. (728, 502, 960, 585)
ad-reputable-company (4, 1268, 238, 1376)
notice-signature: رئیس ثبت اسناد و املاک (728, 874, 805, 883)
ad-code: ج ۱۶-۵/۲۶-۱۴۰۴ (246, 562, 288, 569)
notice-signature: رئیس ثبت اسناد و املاک (728, 1010, 805, 1019)
ad-body: شرکتی در نظر دارد اقلام زیر را بفروش برساند الیاف کربن و شیشه آمریکایی و سوئیسی (259, 747, 459, 770)
ad-body: با حداقل ۲ سال سابقه-بیمه+حقوق وزارت کار ساعت کاری ۸ تا ۱۶-پنجشنبه ها ۸ تا ۱۲ خیابان خیام شمالی بازار آل یاسین کوچه کدخدا پلاک ۸ (12, 1175, 230, 1224)
notice-date-2: تاریخ انتشار نوبت دوم: ۱۴۰۴/۰۶/۰۵ (621, 593, 716, 602)
notice-heading: آگهی موضوع ماده ۳ قانون و ماده ۱۳ آئین نامه قانون تعیین تکلیف وضعیت ثبتی اراضی و ساختمانهای فاقد سند رسمی (484, 483, 716, 501)
notice-date-2: تاریخ انتشار نوبت دوم: ۱۴۰۴/۰۶/۰۵ (621, 321, 716, 330)
